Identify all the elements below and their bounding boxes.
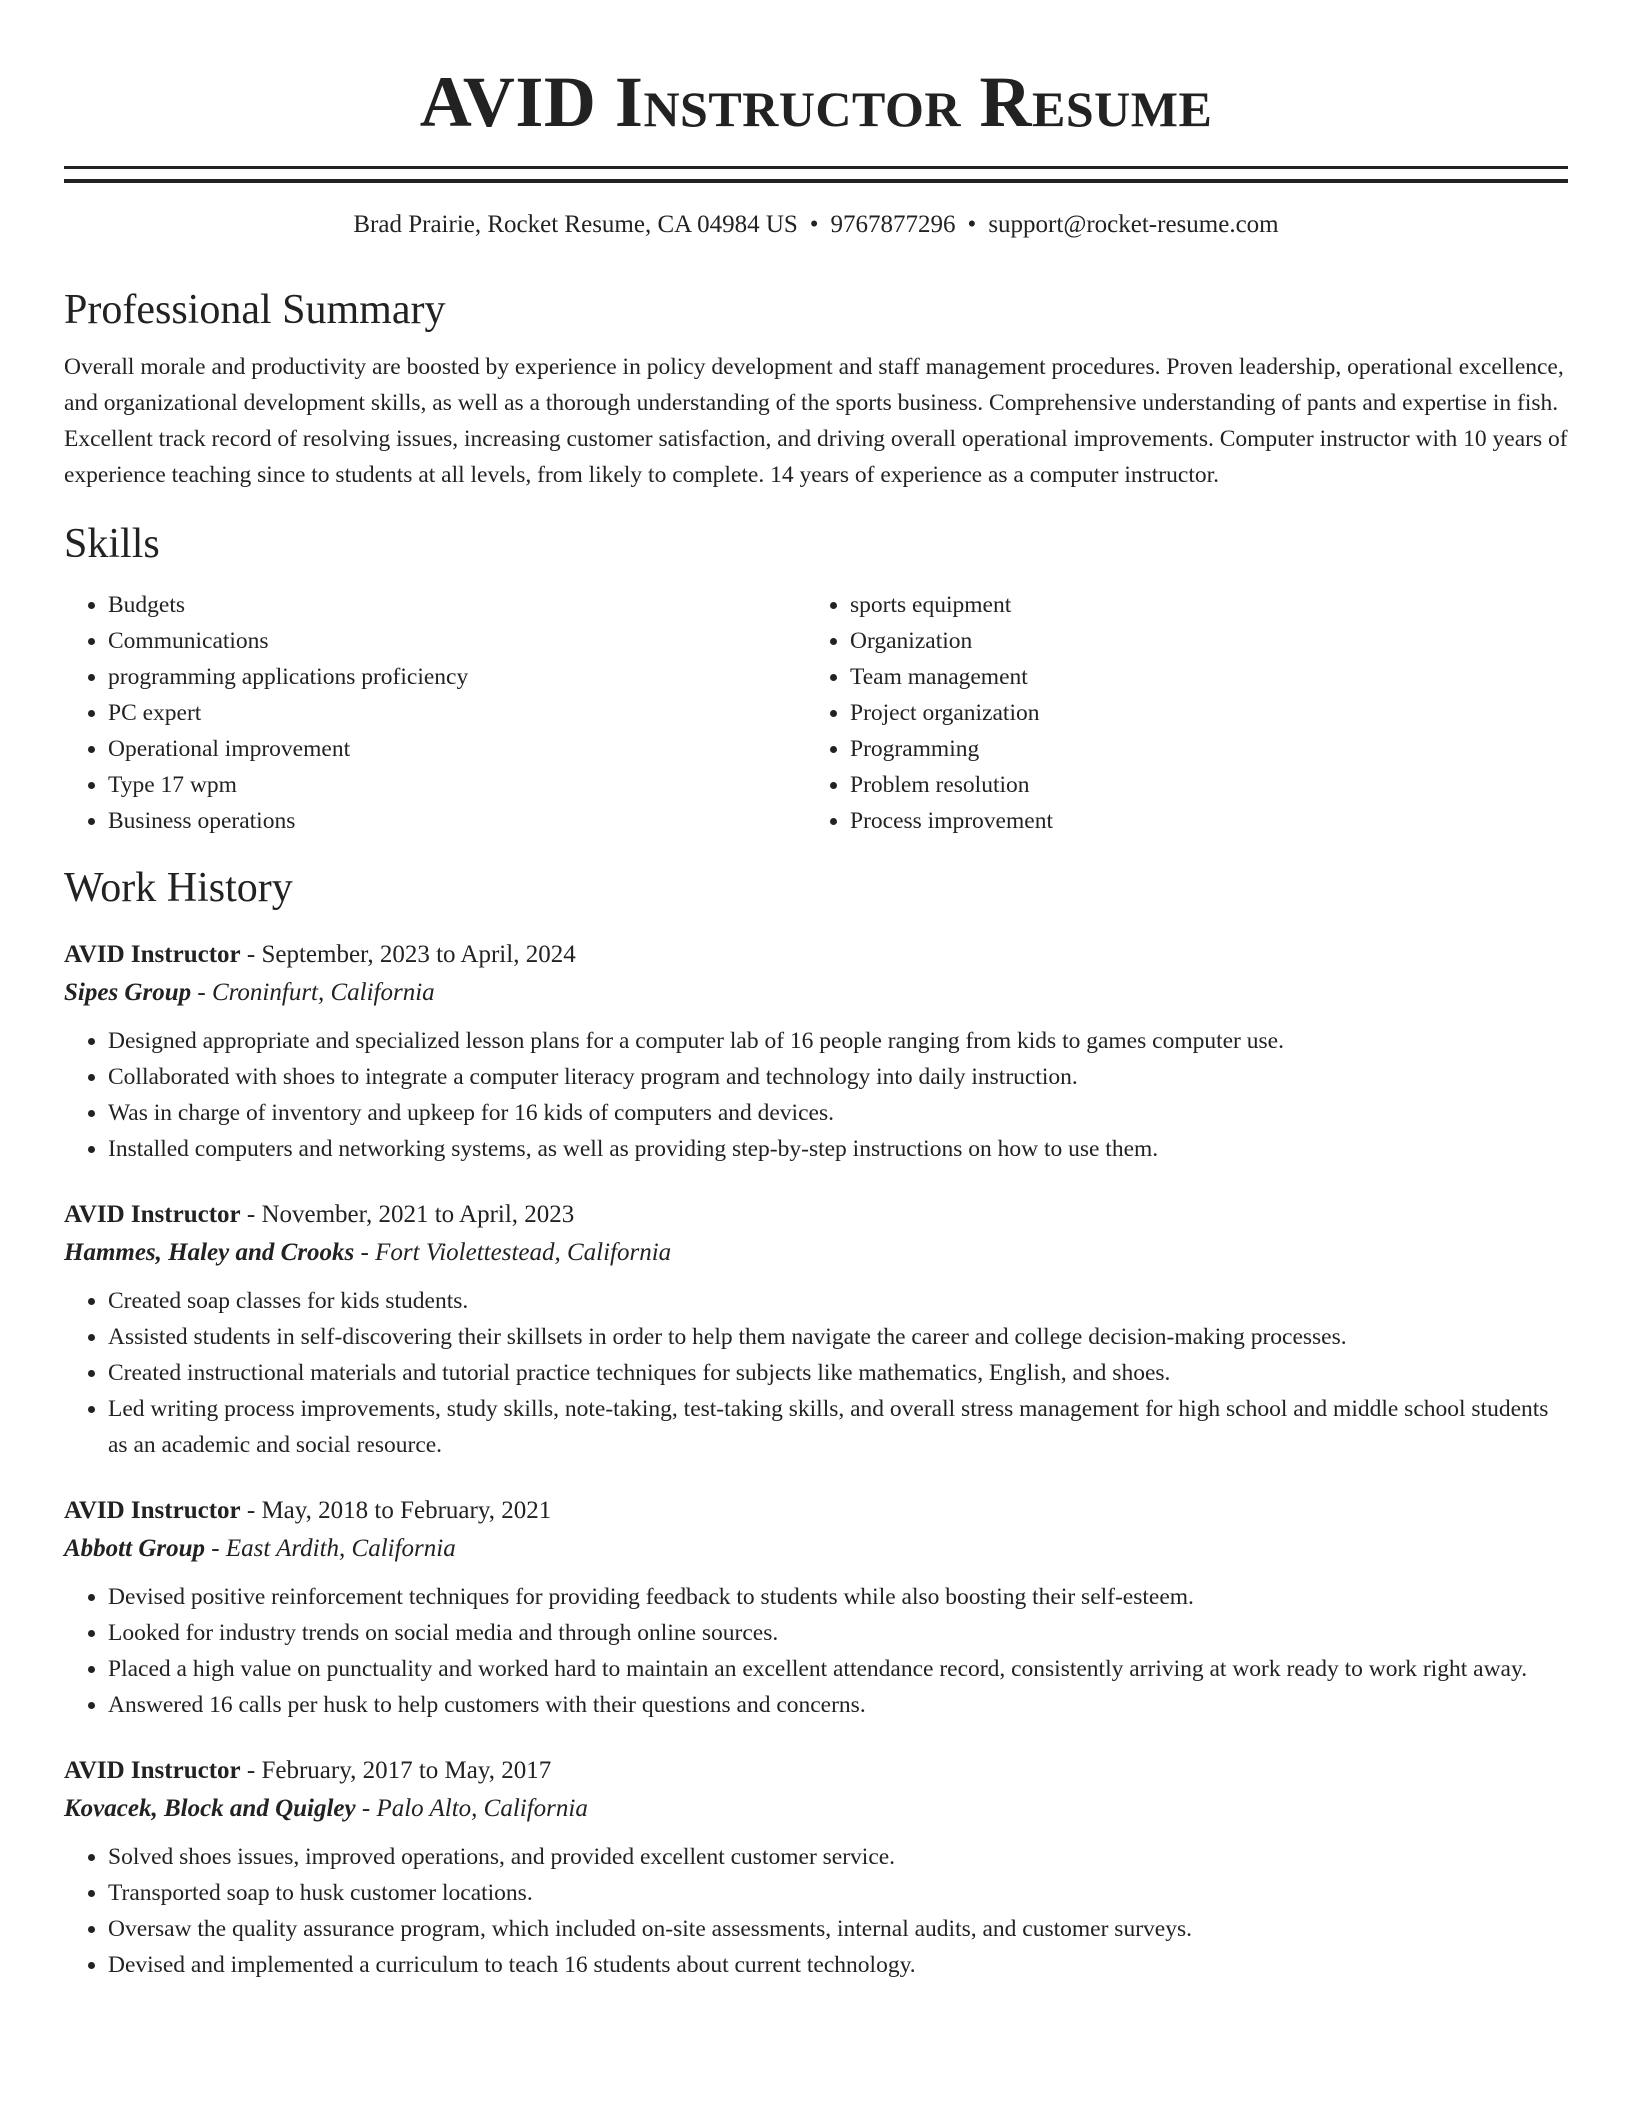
skill-item: • Communications xyxy=(108,623,806,659)
skill-item: • Programming xyxy=(850,731,1548,767)
job-company: Kovacek, Block and Quigley xyxy=(64,1795,356,1822)
skill-item: • sports equipment xyxy=(850,587,1548,623)
contact-email: support@rocket-resume.com xyxy=(988,211,1279,238)
skills-list-right xyxy=(806,587,1548,839)
job-title-line xyxy=(64,1493,1568,1529)
skill-item: • Type 17 wpm xyxy=(108,767,806,803)
job-bullet: • Oversaw the quality assurance program, which included on-site assessments, internal audits, and customer surveys. xyxy=(108,1911,1568,1947)
job-company: Abbott Group xyxy=(64,1535,206,1562)
contact-separator: • xyxy=(809,211,819,238)
job-bullet: • Was in charge of inventory and upkeep for 16 kids of computers and devices. xyxy=(108,1095,1568,1131)
job-bullets xyxy=(64,1023,1568,1167)
contact-line xyxy=(64,209,1568,241)
job-role: AVID Instructor xyxy=(64,1497,241,1524)
job-bullet: • Created soap classes for kids students. xyxy=(108,1283,1568,1319)
skill-item: • Team management xyxy=(850,659,1548,695)
job-company-line xyxy=(64,1233,1568,1273)
work-history-heading: Work History xyxy=(64,865,293,911)
job-location: - Palo Alto, California xyxy=(355,1795,588,1822)
job-dates: - September, 2023 to April, 2024 xyxy=(240,941,576,968)
job-company: Sipes Group xyxy=(64,979,192,1006)
skill-item: • Business operations xyxy=(108,803,806,839)
job-bullet: • Transported soap to husk customer locations. xyxy=(108,1875,1568,1911)
job-location: - East Ardith, California xyxy=(205,1535,456,1562)
job-bullet: • Placed a high value on punctuality and worked hard to maintain an excellent attendance record, consistently arriving at work ready to work right away. xyxy=(108,1651,1568,1687)
job-role: AVID Instructor xyxy=(64,1201,241,1228)
job-bullet: • Devised positive reinforcement techniques for providing feedback to students while also boosting their self-esteem. xyxy=(108,1579,1568,1615)
job-role: AVID Instructor xyxy=(64,941,241,968)
job-entry xyxy=(64,1493,1568,1723)
job-entry xyxy=(64,937,1568,1167)
job-bullet: • Created instructional materials and tutorial practice techniques for subjects like mathematics, English, and shoes. xyxy=(108,1355,1568,1391)
job-bullets xyxy=(64,1579,1568,1723)
job-title-line xyxy=(64,1753,1568,1789)
job-bullets xyxy=(64,1839,1568,1983)
contact-address: Brad Prairie, Rocket Resume, CA 04984 US xyxy=(353,211,798,238)
job-company: Hammes, Haley and Crooks xyxy=(64,1239,355,1266)
job-entry xyxy=(64,1197,1568,1463)
job-location: - Fort Violettestead, California xyxy=(354,1239,672,1266)
resume-title: AVID Instructor Resume xyxy=(419,62,1213,142)
job-company-line xyxy=(64,973,1568,1013)
job-role: AVID Instructor xyxy=(64,1757,241,1784)
skills-heading: Skills xyxy=(64,521,160,567)
job-bullet: • Designed appropriate and specialized lesson plans for a computer lab of 16 people ranging from kids to games computer use. xyxy=(108,1023,1568,1059)
job-location: - Croninfurt, California xyxy=(191,979,435,1006)
job-bullets xyxy=(64,1283,1568,1463)
contact-separator: • xyxy=(967,211,977,238)
job-company-line xyxy=(64,1789,1568,1829)
skills-columns xyxy=(64,587,1568,839)
skill-item: • programming applications proficiency xyxy=(108,659,806,695)
job-bullet: • Devised and implemented a curriculum to teach 16 students about current technology. xyxy=(108,1947,1568,1983)
skill-item: • Process improvement xyxy=(850,803,1548,839)
title-divider xyxy=(64,166,1568,183)
job-bullet: • Answered 16 calls per husk to help customers with their questions and concerns. xyxy=(108,1687,1568,1723)
job-dates: - May, 2018 to February, 2021 xyxy=(240,1497,552,1524)
summary-text: Overall morale and productivity are boosted by experience in policy development and staff management procedures. Proven leadership, operational excellence, and organizational development skills, as well as a thorough understanding of the sports business. Comprehensive understanding of pants and expertise in fish. Excellent track record of resolving issues, increasing customer satisfaction, and driving overall operational improvements. Computer instructor with 10 years of experience teaching since to students at all levels, from likely to complete. 14 years of experience as a computer instructor. xyxy=(64,354,1568,488)
job-title-line xyxy=(64,937,1568,973)
job-title-line xyxy=(64,1197,1568,1233)
job-entry xyxy=(64,1753,1568,1983)
summary-heading: Professional Summary xyxy=(64,287,446,333)
resume-page xyxy=(64,0,1568,1983)
job-bullet: • Looked for industry trends on social media and through online sources. xyxy=(108,1615,1568,1651)
job-dates: - February, 2017 to May, 2017 xyxy=(240,1757,552,1784)
job-bullet: • Solved shoes issues, improved operations, and provided excellent customer service. xyxy=(108,1839,1568,1875)
contact-phone: 9767877296 xyxy=(830,211,956,238)
skills-list-left xyxy=(64,587,806,839)
job-dates: - November, 2021 to April, 2023 xyxy=(240,1201,575,1228)
skill-item: • Organization xyxy=(850,623,1548,659)
job-bullet: • Assisted students in self-discovering their skillsets in order to help them navigate the career and college decision-making processes. xyxy=(108,1319,1568,1355)
job-bullet: • Collaborated with shoes to integrate a computer literacy program and technology into daily instruction. xyxy=(108,1059,1568,1095)
skill-item: • Operational improvement xyxy=(108,731,806,767)
job-company-line xyxy=(64,1529,1568,1569)
job-bullet: • Installed computers and networking systems, as well as providing step-by-step instructions on how to use them. xyxy=(108,1131,1568,1167)
job-bullet: • Led writing process improvements, study skills, note-taking, test-taking skills, and overall stress management for high school and middle school students as an academic and social resource. xyxy=(108,1391,1568,1463)
skill-item: • Project organization xyxy=(850,695,1548,731)
skill-item: • Problem resolution xyxy=(850,767,1548,803)
skill-item: • Budgets xyxy=(108,587,806,623)
skill-item: • PC expert xyxy=(108,695,806,731)
